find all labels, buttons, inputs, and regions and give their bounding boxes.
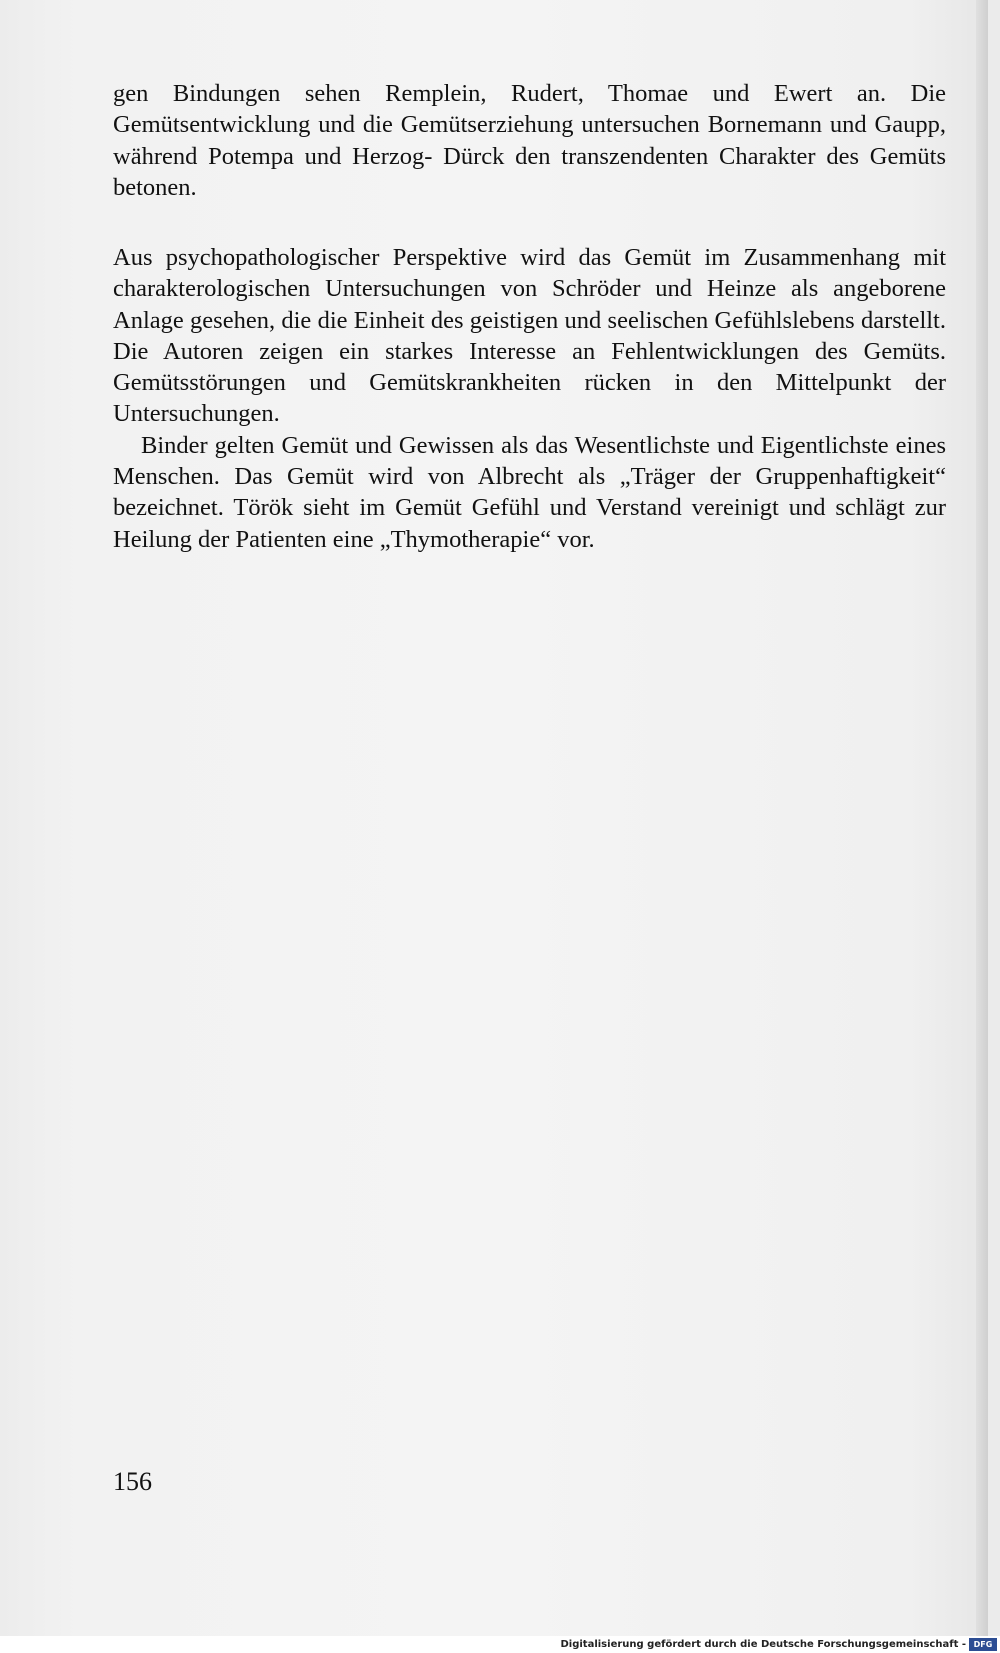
page-number: 156 <box>113 1467 152 1496</box>
digitization-credit: Digitalisierung gefördert durch die Deutsche Forschungsgemeinschaft - <box>560 1639 966 1650</box>
paragraph-block-main <box>113 242 946 555</box>
paragraph: gen Bindungen sehen Remplein, Rudert, Thomae und Ewert an. Die Gemütsentwicklung und die Gemütserziehung untersuchen Bornemann und Gaupp, während Potempa und Herzog- Dürck den transzendenten Charakter des Gemüts betonen. <box>113 80 946 201</box>
paragraph-block-top <box>113 78 946 203</box>
paragraph-indented: Binder gelten Gemüt und Gewissen als das Wesentlichste und Eigentlichste eines Menschen. Das Gemüt wird von Albrecht als „Träger der Gruppenhaftigkeit“ bezeichnet. Török sieht im Gemüt Gefühl und Verstand vereinigt und schlägt zur Heilung der Patienten eine „Thymotherapie“ vor. <box>113 431 946 553</box>
page-edge <box>976 0 988 1636</box>
paragraph: Aus psychopathologischer Perspektive wird das Gemüt im Zusammenhang mit charakterologischen Untersuchungen von Schröder und Heinze als angeborene Anlage gesehen, die die Einheit des geistigen und seelischen Gefühlslebens darstellt. Die Autoren zeigen ein starkes Interesse an Fehlentwicklungen des Gemüts. Gemütsstörungen und Gemütskrankheiten rücken in den Mittelpunkt der Untersuchungen. <box>113 244 946 428</box>
dfg-logo-icon: DFG <box>969 1638 997 1651</box>
